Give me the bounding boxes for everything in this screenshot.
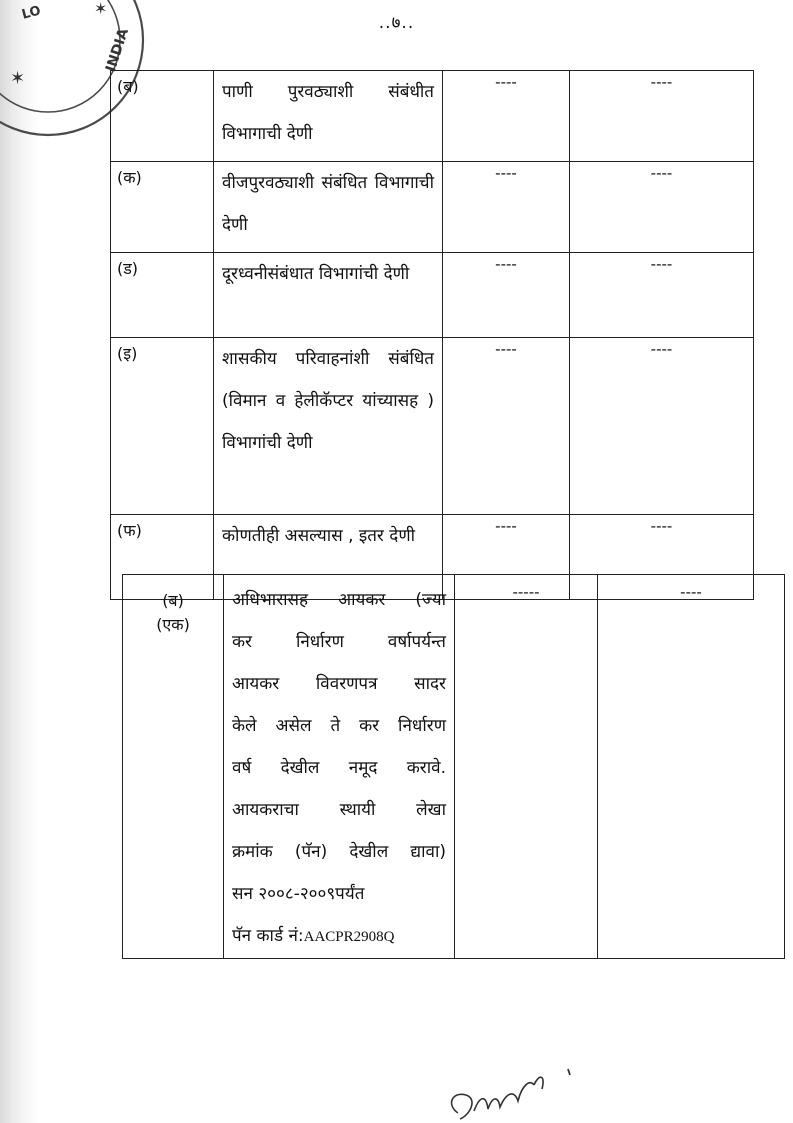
table-row [123, 575, 785, 959]
sub-row-description [224, 575, 455, 959]
table-row [111, 338, 754, 515]
row-description: पाणी पुरवठ्याशी संबंधीत विभागाची देणी [214, 71, 443, 162]
income-tax-table [122, 574, 785, 959]
row-label: (इ) [111, 338, 214, 515]
svg-text:✶: ✶ [10, 68, 26, 89]
svg-text:LO: LO [20, 3, 43, 23]
sub-row-value-2: ---- [598, 575, 785, 959]
description-line: सन २००८-२००९पर्यंत [232, 884, 365, 904]
sub-row-label-primary: (ब) [162, 591, 184, 610]
svg-text:INDIA: INDIA [103, 26, 133, 74]
table-row [111, 162, 754, 253]
row-value-1: ---- [443, 253, 570, 338]
table-row [111, 253, 754, 338]
row-label: (फ) [111, 515, 214, 600]
page-number: ..७.. [378, 13, 415, 33]
row-value-2: ---- [570, 338, 754, 515]
description-line: वर्ष देखील नमूद करावे. [232, 758, 446, 778]
sub-row-label-secondary: (एक) [156, 615, 190, 634]
row-value-2: ---- [570, 515, 754, 600]
row-value-2: ---- [570, 71, 754, 162]
row-value-2: ---- [570, 253, 754, 338]
description-line: क्रमांक (पॅन) देखील द्यावा) [232, 842, 446, 862]
row-description: शासकीय परिवाहनांशी संबंधित (विमान व हेलीकॅप्टर यांच्यासह ) विभागांची देणी [214, 338, 443, 515]
svg-text:✶: ✶ [94, 0, 108, 18]
pan-card-number: AACPR2908Q [303, 929, 395, 945]
row-label: (ड) [111, 253, 214, 338]
description-line: केले असेल ते कर निर्धारण [232, 716, 446, 736]
row-label: (ब) [111, 71, 214, 162]
row-label: (क) [111, 162, 214, 253]
table-row [111, 71, 754, 162]
sub-row-label [123, 575, 224, 959]
row-value-1: ---- [443, 515, 570, 600]
row-value-1: ---- [443, 338, 570, 515]
dues-table [110, 70, 754, 600]
description-line: अधिभारासह आयकर (ज्या [232, 590, 446, 610]
description-line: आयकर विवरणपत्र सादर [232, 674, 446, 694]
row-description: वीजपुरवठ्याशी संबंधित विभागाची देणी [214, 162, 443, 253]
scanned-page-edge [0, 0, 38, 1123]
sub-row-value-1: ----- [455, 575, 598, 959]
row-description: दूरध्वनीसंबंधात विभागांची देणी [214, 253, 443, 338]
row-description: कोणतीही असल्यास , इतर देणी [214, 515, 443, 600]
description-line: आयकराचा स्थायी लेखा [232, 800, 446, 820]
handwritten-signature [430, 1055, 590, 1123]
description-line: कर निर्धारण वर्षापर्यन्त [232, 632, 446, 652]
row-value-1: ---- [443, 71, 570, 162]
row-value-1: ---- [443, 162, 570, 253]
pan-card-line [232, 915, 446, 958]
pan-card-label: पॅन कार्ड नं: [232, 926, 304, 946]
row-value-2: ---- [570, 162, 754, 253]
